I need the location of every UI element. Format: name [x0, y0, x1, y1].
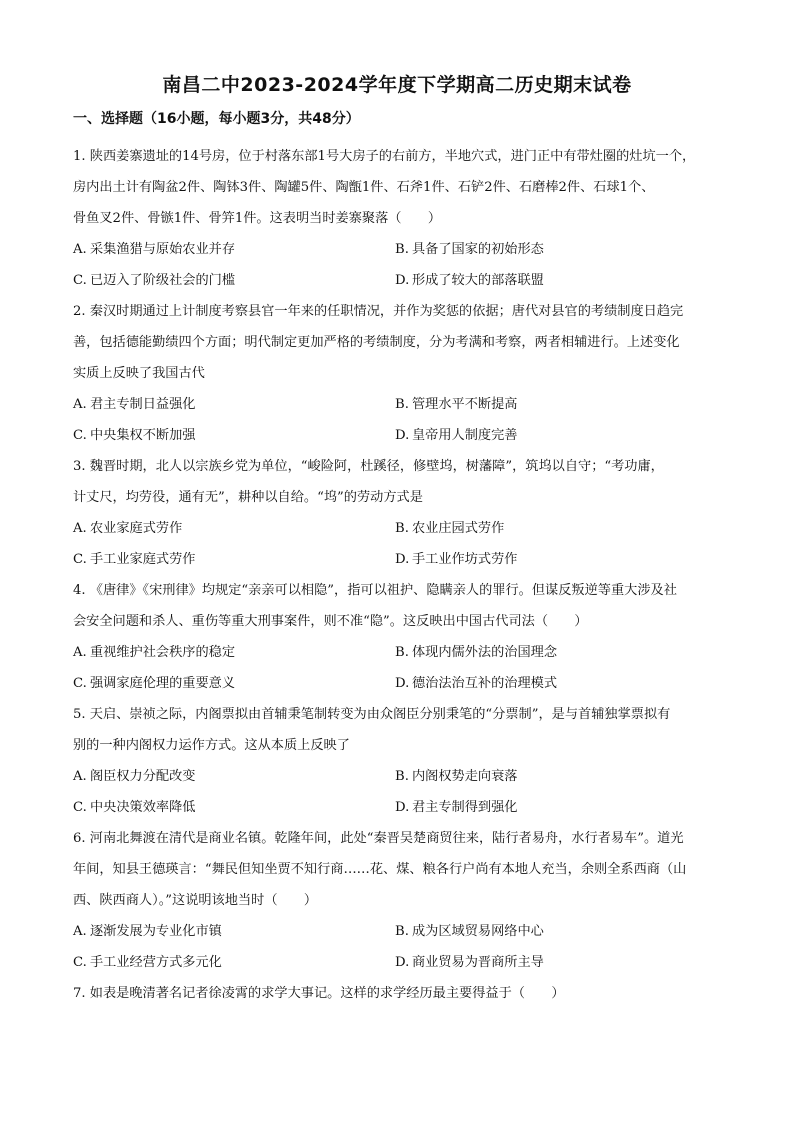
question-3 [73, 451, 725, 575]
option-label: C. [73, 676, 87, 691]
question-stem-line: 年间，知县王德瑛言：“舞民但知坐贾不知行商……花、煤、粮各行户尚有本地人充当，余则全系西商（山 [73, 862, 687, 877]
option-text: 阁臣权力分配改变 [90, 769, 196, 784]
option-label: D. [395, 676, 410, 691]
option-text: 管理水平不断提高 [412, 397, 518, 412]
question-stem-line: 别的一种内阁权力运作方式。这从本质上反映了 [73, 738, 350, 753]
question-4 [73, 575, 725, 699]
question-stem-line: 计丈尺，均劳役，通有无”，耕种以自给。“坞”的劳动方式是 [73, 490, 423, 505]
option-label: B. [395, 242, 409, 257]
option-label: C. [73, 955, 87, 970]
option-d [395, 544, 518, 575]
options-row [73, 637, 725, 668]
options-row [73, 389, 725, 420]
option-text: 商业贸易为晋商所主导 [412, 955, 544, 970]
option-text: 君主专制日益强化 [90, 397, 196, 412]
option-label: B. [395, 769, 409, 784]
option-a [73, 234, 235, 265]
option-text: 已迈入了阶级社会的门槛 [90, 273, 236, 288]
option-text: 逐渐发展为专业化市镇 [90, 924, 222, 939]
option-label: C. [73, 800, 87, 815]
option-text: 手工业家庭式劳作 [90, 552, 196, 567]
question-stem-line: 2. 秦汉时期通过上计制度考察县官一年来的任职情况，并作为奖惩的依据；唐代对县官的考绩制度日趋完 [73, 304, 684, 319]
question-5 [73, 699, 725, 823]
option-label: B. [395, 924, 409, 939]
option-c [73, 544, 196, 575]
option-d [395, 668, 557, 699]
option-a [73, 637, 235, 668]
option-label: A. [73, 397, 87, 412]
question-stem-line: 4. 《唐律》《宋刑律》均规定“亲亲可以相隐”，指可以祖护、隐瞒亲人的罪行。但谋反叛逆等重大涉及社 [73, 583, 677, 598]
question-6 [73, 823, 725, 978]
question-stem-line: 5. 天启、崇祯之际，内阁票拟由首辅秉笔制转变为由众阁臣分别秉笔的“分票制”，是与首辅独掌票拟有 [73, 707, 671, 722]
option-text: 强调家庭伦理的重要意义 [90, 676, 236, 691]
options-row [73, 792, 725, 823]
options-row [73, 265, 725, 296]
option-text: 农业家庭式劳作 [90, 521, 183, 536]
option-label: C. [73, 428, 87, 443]
options-row [73, 947, 725, 978]
option-a [73, 916, 222, 947]
option-text: 手工业经营方式多元化 [90, 955, 222, 970]
options-row [73, 668, 725, 699]
question-stem-line: 会安全问题和杀人、重伤等重大刑事案件，则不准“隐”。这反映出中国古代司法（ ） [73, 614, 588, 629]
question-stem-line: 1. 陕西姜寨遗址的14号房，位于村落东部1号大房子的右前方，半地穴式，进门正中有带灶圈的灶坑一个， [73, 149, 696, 164]
option-label: D. [395, 552, 410, 567]
option-text: 农业庄园式劳作 [412, 521, 505, 536]
option-text: 重视维护社会秩序的稳定 [90, 645, 236, 660]
option-b [395, 389, 518, 420]
options-row [73, 916, 725, 947]
option-a [73, 761, 196, 792]
option-c [73, 265, 235, 296]
option-label: D. [395, 955, 410, 970]
option-text: 中央集权不断加强 [90, 428, 196, 443]
option-text: 手工业作坊式劳作 [412, 552, 518, 567]
options-row [73, 513, 725, 544]
option-d [395, 420, 518, 451]
option-b [395, 916, 544, 947]
question-stem-line: 骨鱼叉2件、骨镞1件、骨笄1件。这表明当时姜寨聚落（ ） [73, 211, 442, 226]
option-label: D. [395, 800, 410, 815]
option-label: A. [73, 645, 87, 660]
option-label: B. [395, 397, 409, 412]
option-label: D. [395, 428, 410, 443]
option-text: 形成了较大的部落联盟 [412, 273, 544, 288]
option-b [395, 761, 518, 792]
option-label: A. [73, 924, 87, 939]
option-text: 中央决策效率降低 [90, 800, 196, 815]
question-stem-line: 善，包括德能勤绩四个方面；明代制定更加严格的考绩制度，分为考满和考察，两者相辅进行。上述变化 [73, 335, 680, 350]
question-1 [73, 141, 725, 296]
option-text: 内阁权势走向衰落 [412, 769, 518, 784]
question-stem-line: 6. 河南北舞渡在清代是商业名镇。乾隆年间，此处“秦晋吴楚商贸往来，陆行者易舟，水行者易车”。道光 [73, 831, 684, 846]
option-d [395, 792, 518, 823]
question-stem-line: 7. 如表是晚清著名记者徐凌霄的求学大事记。这样的求学经历最主要得益于（ ） [73, 986, 565, 1001]
option-label: C. [73, 273, 87, 288]
options-row [73, 420, 725, 451]
option-label: A. [73, 242, 87, 257]
option-label: A. [73, 521, 87, 536]
question-stem-line: 实质上反映了我国古代 [73, 366, 205, 381]
option-text: 体现内儒外法的治国理念 [412, 645, 558, 660]
question-list [73, 141, 725, 1009]
option-c [73, 947, 222, 978]
option-text: 成为区域贸易网络中心 [412, 924, 544, 939]
option-b [395, 513, 504, 544]
option-d [395, 947, 544, 978]
question-2 [73, 296, 725, 451]
options-row [73, 761, 725, 792]
options-row [73, 544, 725, 575]
question-stem-line: 西、陕西商人）。”这说明该地当时（ ） [73, 893, 318, 908]
option-label: C. [73, 552, 87, 567]
option-label: B. [395, 521, 409, 536]
options-row [73, 234, 725, 265]
question-stem-line: 房内出土计有陶盆2件、陶钵3件、陶罐5件、陶甑1件、石斧1件、石铲2件、石磨棒2件、石球1个、 [73, 180, 655, 195]
page-title: 南昌二中2023-2024学年度下学期高二历史期末试卷 [162, 74, 632, 96]
option-a [73, 389, 196, 420]
option-d [395, 265, 544, 296]
option-text: 具备了国家的初始形态 [412, 242, 544, 257]
option-label: B. [395, 645, 409, 660]
question-stem-line: 3. 魏晋时期，北人以宗族乡党为单位，“峻险阿，杜蹊径，修壁坞，树藩障”，筑坞以自守；“考功庸， [73, 459, 664, 474]
option-c [73, 668, 235, 699]
option-text: 采集渔猎与原始农业并存 [90, 242, 236, 257]
option-label: A. [73, 769, 87, 784]
option-text: 君主专制得到强化 [412, 800, 518, 815]
section-heading: 一、选择题（16小题，每小题3分，共48分） [73, 111, 360, 127]
option-label: D. [395, 273, 410, 288]
option-a [73, 513, 182, 544]
option-b [395, 234, 544, 265]
option-c [73, 792, 196, 823]
question-7 [73, 978, 725, 1009]
option-b [395, 637, 557, 668]
option-c [73, 420, 196, 451]
option-text: 德治法治互补的治理模式 [412, 676, 558, 691]
option-text: 皇帝用人制度完善 [412, 428, 518, 443]
